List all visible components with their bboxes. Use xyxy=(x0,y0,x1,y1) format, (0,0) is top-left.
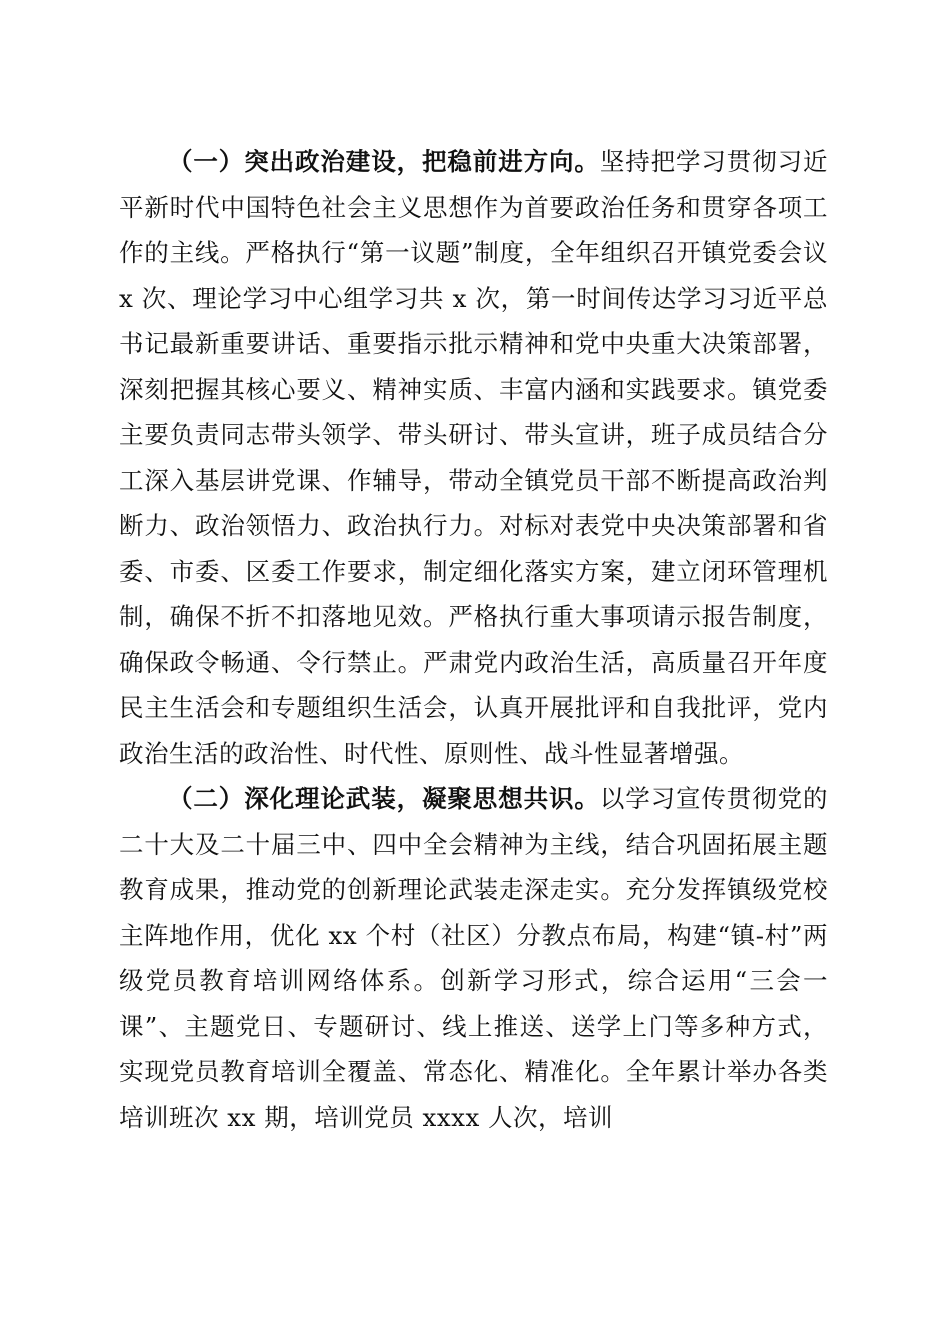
paragraph-text: 以学习宣传贯彻党的二十大及二十届三中、四中全会精神为主线，结合巩固拓展主题教育成果，推动党的创新理论武装走深走实。充分发挥镇级党校主阵地作用，优化 xx 个村（社区）分教点布局，构建“镇-村”两级党员教育培训网络体系。创新学习形式，综合运用“三会一课”、主题党日、专题研讨、线上推送、送学上门等多种方式，实现党员教育培训全覆盖、常态化、精准化。全年累计举办各类培训班次 xx 期，培训党员 xxxx 人次，培训 xyxy=(119,784,829,1132)
paragraph-text: 坚持把学习贯彻习近平新时代中国特色社会主义思想作为首要政治任务和贯穿各项工作的主线。严格执行“第一议题”制度，全年组织召开镇党委会议 x 次、理论学习中心组学习共 x 次，第一时间传达学习习近平总书记最新重要讲话、重要指示批示精神和党中央重大决策部署，深刻把握其核心要义、精神实质、丰富内涵和实践要求。镇党委主要负责同志带头领学、带头研讨、带头宣讲，班子成员结合分工深入基层讲党课、作辅导，带动全镇党员干部不断提高政治判断力、政治领悟力、政治执行力。对标对表党中央决策部署和省委、市委、区委工作要求，制定细化落实方案，建立闭环管理机制，确保不折不扣落地见效。严格执行重大事项请示报告制度，确保政令畅通、令行禁止。严肃党内政治生活，高质量召开年度民主生活会和专题组织生活会，认真开展批评和自我批评，党内政治生活的政治性、时代性、原则性、战斗性显著增强。 xyxy=(119,147,829,768)
paragraph-theoretical-arming xyxy=(119,776,828,1140)
paragraph-heading: （二）深化理论武装，凝聚思想共识。 xyxy=(168,784,600,813)
document-body xyxy=(119,139,828,1140)
paragraph-political-construction xyxy=(119,139,828,776)
paragraph-heading: （一）突出政治建设，把稳前进方向。 xyxy=(168,147,600,176)
